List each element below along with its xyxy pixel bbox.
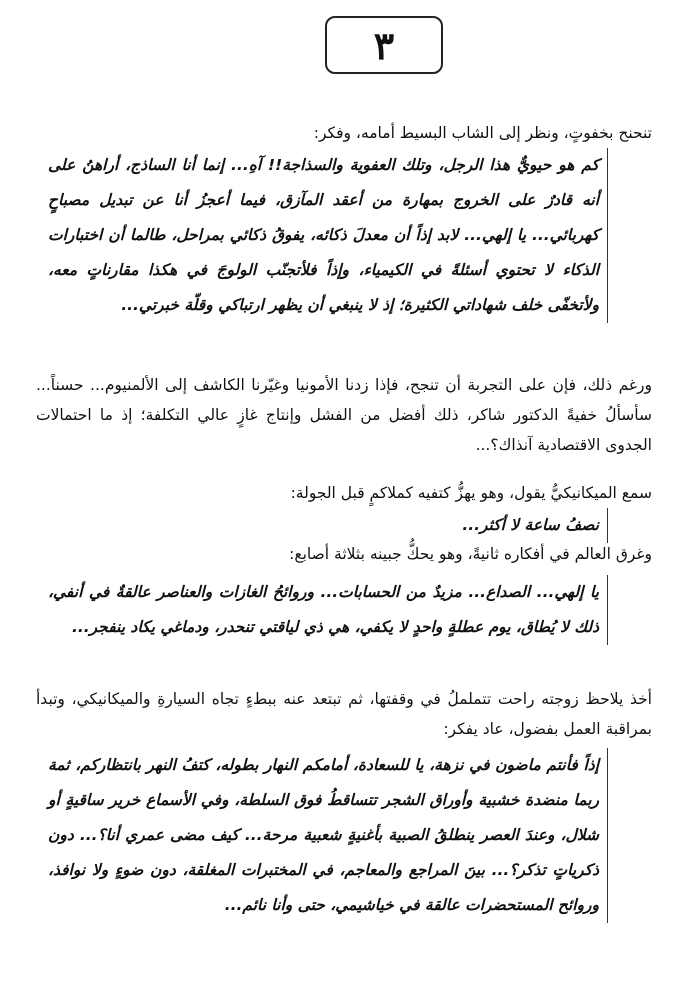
narration-4: وغرق العالم في أفكاره ثانيةً، وهو يحكُّ جبينه بثلاثة أصابع: (289, 545, 652, 563)
narration-1: تنحنح بخفوتٍ، ونظر إلى الشاب البسيط أمامه، وفكر: (313, 124, 652, 142)
thought-quote-3: إذاً فأنتم ماضون في نزهة، يا للسعادة، أمامكم النهار بطوله، كتفُ النهر بانتظاركم، ثمة ربما منضدة خشبية وأوراق الشجر تتساقطُ فوق السلطة، وفي الأسماع خرير ساقيةٍ أو شلال، وعندَ العصر ينطلقُ الصبية بأغنيةٍ شعبية مرحة... كيف مضى عمري أنا؟... دون ذكرياتٍ تذكر؟... بينَ المراجع والمعاجم، في المختبرات المغلقة، دون ضوءٍ ولا نوافذ، وروائح المستحضرات عالقة في خياشيمي، حتى وأنا نائم... (48, 748, 608, 923)
thought-quote-1: كم هو حيويٌّ هذا الرجل، وتلك العفوية والسذاجة!! آهِ... إنما أنا الساذج، أراهنُ على أنه قادرٌ على الخروج بمهارة من أعقد المآزق، فيما أعجزُ أنا عن تبديل مصباحٍ كهربائي... يا إلهي... لابد إذاً أن معدلَ ذكائه، يفوقُ ذكائي بمراحل، طالما أن اختبارات الذكاء لا تحتوي أسئلةً في الكيمياء، وإذاً فلأتجنّب الولوجَ في هكذا مقارناتٍ معه، ولأتخفّى خلف شهاداتي الكثيرة؛ إذ لا ينبغي أن يظهر ارتباكي وقلّة خبرتي... (48, 148, 608, 323)
narration-3: سمع الميكانيكيُّ يقول، وهو يهزُّ كتفيه كملاكمٍ قبل الجولة: (290, 484, 652, 502)
thought-quote-2: يا إلهي... الصداع... مزيدٌ من الحسابات... وروائحُ الغازات والعناصر عالقةٌ في أنفي، ذلك لا يُطاق، يوم عطلةٍ واحدٍ لا يكفي، هي ذي لياقتي تنحدر، ودماغي يكاد ينفجر... (48, 575, 608, 645)
narration-5: أخذ يلاحظ زوجته راحت تتململُ في وقفتها، ثم تبتعد عنه ببطءٍ تجاه السيارةِ والميكانيكي، وتبدأ بمراقبة العمل بفضول، عاد يفكر: (36, 690, 652, 738)
page-number: ٣ (325, 16, 443, 74)
speech-quote: نصفُ ساعة لا أكثر... (48, 508, 608, 543)
narration-2: ورغم ذلك، فإن على التجربة أن تنجح، فإذا زدنا الأمونيا وغيّرنا الكاشف إلى الألمنيوم... حسناً... سأسألُ خفيةً الدكتور شاكر، ذلك أفضل من الفشل وإنتاج غازٍ عالي التكلفة؛ إذ ما احتمالات الجدوى الاقتصادية آنذاك؟... (36, 376, 652, 454)
